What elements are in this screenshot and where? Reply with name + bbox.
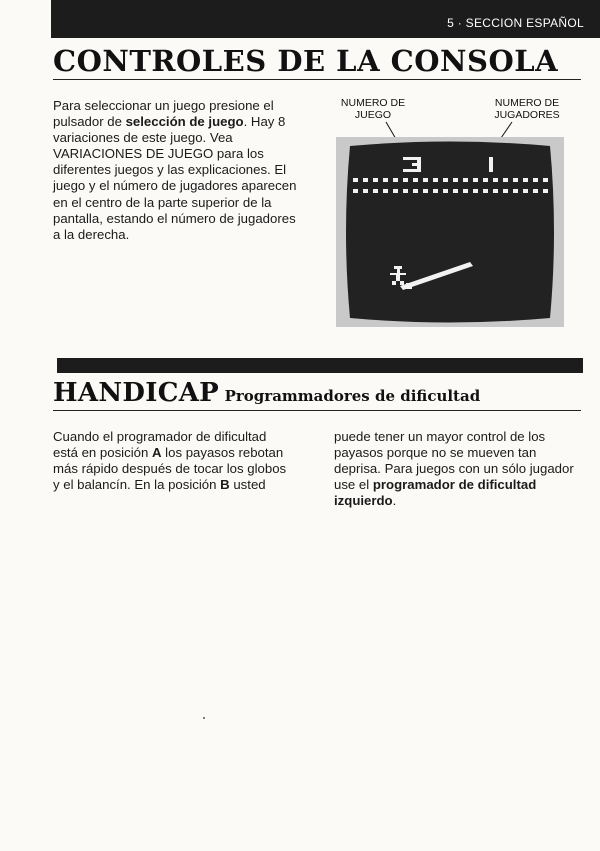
- right-text-2: .: [392, 493, 397, 509]
- handicap-rule: [53, 410, 581, 411]
- handicap-right-column: [334, 429, 578, 509]
- handicap-left-column: [53, 429, 293, 493]
- intro-text-2: . Hay 8 variaciones de este juego. Vea VARIACIONES DE JUEGO para los diferentes juegos y las explicaciones. El juego y el número de jugadores aparecen en el centro de la parte superior de la pantalla, estando el número de jugadores a la derecha.: [53, 114, 297, 242]
- position-b: B: [220, 477, 230, 493]
- players-number-digit: [489, 157, 493, 172]
- left-text-1: Cuando el programador de dificultad está en posición: [53, 429, 267, 461]
- handicap-title: [53, 378, 480, 408]
- intro-bold-text: selección de juego: [125, 114, 244, 130]
- print-speck: [203, 717, 205, 719]
- section-divider-bar: [57, 358, 583, 373]
- handicap-subtitle: Programmadores de dificultad: [224, 387, 481, 405]
- right-text-1: puede tener un mayor control de los payasos porque no se mueven tan deprisa. Para juegos con un sólo jugador use el: [334, 429, 574, 493]
- console-controls-title: CONTROLES DE LA CONSOLA: [53, 44, 559, 78]
- seesaw-pivot: [406, 283, 412, 289]
- section-header: 5 · SECCION ESPAÑOL: [447, 16, 584, 30]
- handicap-heading: HANDICAP: [53, 378, 220, 408]
- left-text-3: usted: [229, 477, 266, 493]
- left-text-2: los payasos rebotan más rápido después de tocar los globos y el balancín. En la posición: [53, 445, 287, 493]
- right-bold-text: programador de dificultad izquierdo: [334, 477, 537, 509]
- game-number-label: NUMERO DE JUEGO: [340, 97, 406, 121]
- position-a: A: [151, 445, 162, 461]
- intro-text-1: Para seleccionar un juego presione el pulsador de: [53, 98, 274, 130]
- players-number-label: NUMERO DE JUGADORES: [494, 97, 560, 121]
- screen-display: [346, 142, 554, 323]
